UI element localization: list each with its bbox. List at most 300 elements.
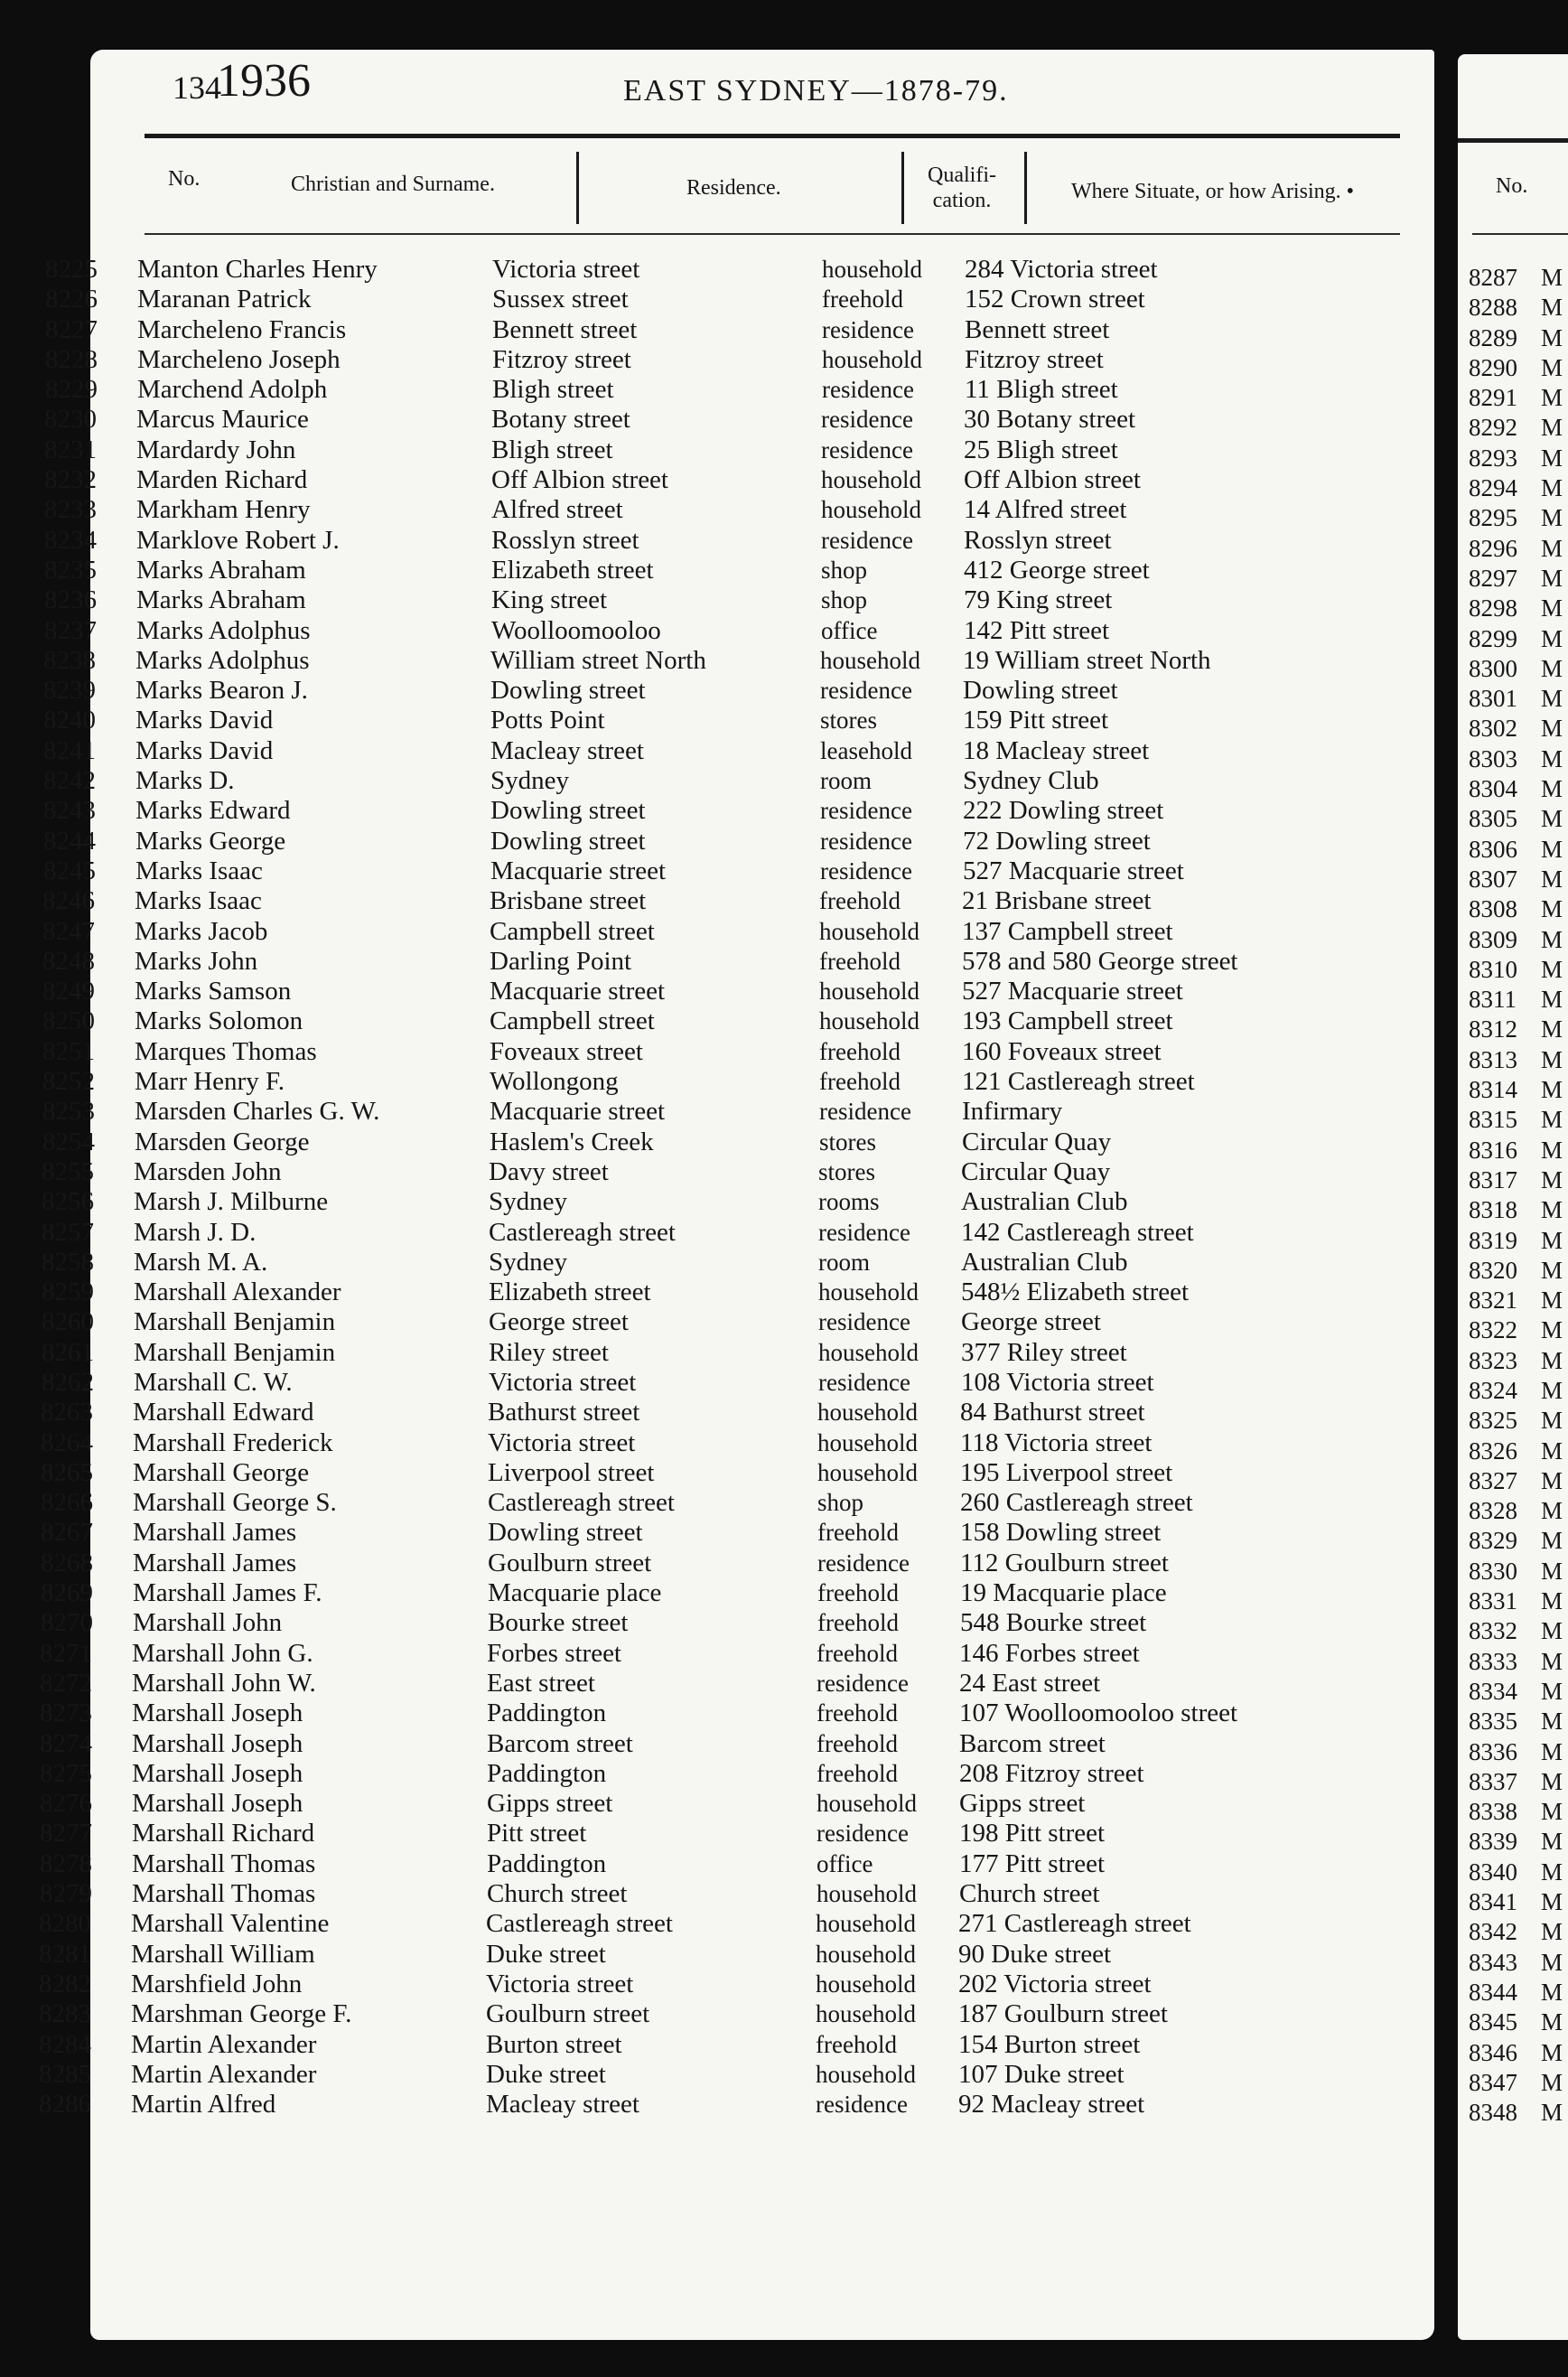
entry-where: 118 Victoria street	[960, 1427, 1153, 1457]
entry-name: Marks David	[135, 706, 274, 735]
page-number: 134	[173, 70, 221, 106]
adjacent-row	[1458, 413, 1563, 443]
entry-qualification: household	[819, 1007, 919, 1035]
entry-residence: Sydney	[489, 1247, 567, 1277]
entry-residence: Elizabeth street	[489, 1277, 651, 1307]
adjacent-entry-letters: M	[1541, 1436, 1563, 1465]
adjacent-row	[1458, 1436, 1563, 1466]
adjacent-entry-letters: M	[1541, 504, 1563, 532]
table-row	[0, 827, 1344, 856]
adjacent-entry-letters: M	[1541, 1587, 1563, 1615]
adjacent-entry-letters: M	[1541, 1677, 1563, 1705]
adjacent-entry-number: 8309	[1469, 925, 1517, 953]
adjacent-row	[1458, 1136, 1563, 1165]
entry-qualification: room	[818, 1248, 870, 1276]
entry-qualification: office	[821, 616, 878, 644]
entry-qualification: household	[821, 466, 921, 494]
entry-name: Marshall John	[133, 1608, 283, 1638]
adjacent-entry-number: 8297	[1469, 564, 1517, 592]
entry-name: Marshall Thomas	[132, 1879, 316, 1909]
entry-name: Markham Henry	[136, 495, 311, 525]
adjacent-row	[1458, 654, 1563, 684]
entry-where: Off Albion street	[964, 465, 1141, 495]
adjacent-row	[1458, 865, 1563, 894]
entry-where: Circular Quay	[962, 1127, 1112, 1156]
entry-residence: Goulburn street	[486, 1999, 650, 2029]
adjacent-entry-number: 8292	[1469, 414, 1517, 442]
adjacent-entry-letters: M	[1541, 1045, 1563, 1073]
entry-qualification: household	[818, 1278, 919, 1306]
entry-qualification: office	[817, 1849, 873, 1877]
entry-name: Marshall James F.	[133, 1578, 322, 1608]
adjacent-row	[1458, 1406, 1563, 1436]
entry-where: 112 Goulburn street	[960, 1548, 1169, 1577]
header-qualification: Qualifi-cation.	[928, 164, 996, 212]
entry-qualification: residence	[822, 315, 914, 343]
adjacent-entry-number: 8307	[1469, 865, 1517, 893]
adjacent-entries	[1458, 263, 1563, 2128]
entry-qualification: freehold	[817, 1519, 899, 1547]
entry-number: 8233	[44, 495, 97, 525]
entry-where: Church street	[959, 1879, 1100, 1909]
adjacent-row	[1458, 293, 1563, 323]
entry-where: 18 Macleay street	[963, 735, 1150, 765]
adjacent-row	[1458, 804, 1563, 834]
entry-where: 548½ Elizabeth street	[961, 1277, 1190, 1307]
adjacent-entry-letters: M	[1541, 2008, 1563, 2036]
entry-qualification: household	[817, 1399, 918, 1427]
entry-name: Marshall Valentine	[131, 1909, 330, 1939]
entry-number: 8263	[41, 1398, 93, 1427]
table-row	[0, 1729, 1344, 1759]
entry-number: 8235	[44, 555, 97, 585]
adjacent-entry-letters: M	[1541, 1196, 1563, 1224]
entry-number: 8244	[43, 826, 96, 856]
entry-residence: King street	[491, 585, 608, 615]
adjacent-entry-letters: M	[1541, 654, 1563, 682]
entry-number: 8286	[39, 2090, 91, 2120]
table-row	[0, 375, 1344, 405]
entry-residence: Dowling street	[488, 1518, 643, 1548]
entry-name: Marks Adolphus	[135, 645, 310, 675]
entry-number: 8253	[42, 1097, 95, 1127]
entry-qualification: shop	[821, 586, 868, 614]
entry-qualification: household	[817, 1458, 918, 1486]
entry-qualification: household	[819, 917, 919, 945]
entry-qualification: residence	[818, 1368, 910, 1396]
entry-where: 24 East street	[959, 1668, 1101, 1698]
entry-where: 72 Dowling street	[963, 826, 1151, 856]
entry-where: 25 Bligh street	[964, 435, 1118, 464]
adjacent-entry-letters: M	[1541, 1767, 1563, 1795]
entry-where: Sydney Club	[963, 766, 1099, 796]
adjacent-entry-number: 8324	[1469, 1376, 1517, 1404]
entry-residence: Riley street	[489, 1337, 609, 1367]
column-divider	[1024, 152, 1027, 224]
entry-number: 8259	[42, 1277, 94, 1307]
entry-qualification: residence	[819, 1098, 911, 1126]
adjacent-entry-number: 8327	[1469, 1466, 1517, 1494]
entry-qualification: residence	[820, 677, 912, 705]
entry-residence: Bourke street	[488, 1608, 629, 1638]
adjacent-entry-number: 8344	[1469, 1978, 1517, 2006]
adjacent-entry-letters: M	[1541, 1136, 1563, 1164]
entry-where: Infirmary	[962, 1097, 1063, 1127]
table-row	[0, 1488, 1344, 1518]
adjacent-entry-number: 8343	[1469, 1948, 1517, 1976]
entry-number: 8281	[39, 1939, 91, 1969]
entry-number: 8279	[40, 1879, 92, 1909]
entry-where: 154 Burton street	[958, 2029, 1141, 2059]
entry-residence: Bennett street	[492, 314, 638, 344]
entry-where: 208 Fitzroy street	[959, 1758, 1144, 1788]
adjacent-entry-letters: M	[1541, 414, 1563, 442]
page-title: EAST SYDNEY—1878-79.	[623, 74, 1009, 108]
adjacent-entry-number: 8348	[1469, 2099, 1517, 2127]
entry-name: Marshall Thomas	[132, 1848, 316, 1878]
entry-residence: Goulburn street	[488, 1548, 652, 1577]
adjacent-entry-letters: M	[1541, 1346, 1563, 1374]
entry-where: 578 and 580 George street	[962, 946, 1238, 976]
entry-number: 8273	[40, 1699, 92, 1728]
entry-residence: Duke street	[486, 2059, 606, 2089]
adjacent-row	[1458, 1586, 1563, 1616]
adjacent-entry-number: 8341	[1469, 1888, 1517, 1916]
adjacent-entry-letters: M	[1541, 1737, 1563, 1765]
entry-qualification: residence	[818, 1308, 910, 1336]
adjacent-row	[1458, 925, 1563, 955]
table-row	[0, 886, 1344, 916]
entry-residence: Off Albion street	[491, 465, 668, 495]
entry-where: 158 Dowling street	[960, 1518, 1162, 1548]
table-row	[0, 1669, 1344, 1699]
entry-residence: Barcom street	[487, 1728, 633, 1758]
adjacent-entry-letters: M	[1541, 2099, 1563, 2127]
entry-residence: Dowling street	[490, 676, 646, 706]
table-row	[0, 2030, 1344, 2060]
entry-name: Marshall Edward	[133, 1398, 314, 1427]
entry-name: Martin Alfred	[131, 2090, 276, 2120]
entry-where: 92 Macleay street	[958, 2090, 1145, 2120]
entry-name: Marsh J. D.	[134, 1217, 257, 1247]
adjacent-entry-letters: M	[1541, 1466, 1563, 1494]
entry-where: Gipps street	[959, 1789, 1086, 1819]
entry-where: 21 Brisbane street	[962, 886, 1152, 916]
entry-name: Marks Samson	[135, 977, 292, 1006]
entry-number: 8230	[44, 405, 97, 435]
entry-where: 527 Macquarie street	[963, 856, 1184, 885]
entry-qualification: shop	[817, 1489, 864, 1517]
entry-number: 8285	[39, 2059, 91, 2089]
table-row	[0, 1097, 1344, 1127]
entry-residence: George street	[489, 1307, 629, 1337]
entry-number: 8269	[41, 1578, 93, 1608]
entry-name: Marsden John	[134, 1156, 282, 1186]
adjacent-entry-letters: M	[1541, 264, 1563, 291]
table-row	[0, 1218, 1344, 1248]
entry-residence: Campbell street	[490, 1006, 655, 1036]
page-code: 1936	[217, 55, 311, 107]
adjacent-row	[1458, 534, 1563, 564]
entry-residence: Haslem's Creek	[490, 1127, 654, 1156]
entry-where: Bennett street	[965, 314, 1110, 344]
entry-residence: Alfred street	[491, 495, 623, 525]
adjacent-entry-letters: M	[1541, 775, 1563, 803]
table-row	[0, 1819, 1344, 1848]
adjacent-entry-number: 8296	[1469, 534, 1517, 562]
adjacent-row	[1458, 774, 1563, 804]
table-row	[0, 1307, 1344, 1337]
entry-number: 8247	[42, 916, 95, 946]
entry-residence: Darling Point	[490, 946, 632, 976]
entry-name: Marsh M. A.	[134, 1247, 268, 1277]
column-divider	[576, 152, 579, 224]
entry-name: Marshall James	[133, 1548, 297, 1577]
entry-where: 412 George street	[964, 555, 1150, 585]
entry-number: 8226	[45, 285, 98, 314]
entry-where: 137 Campbell street	[962, 916, 1173, 946]
entry-number: 8254	[42, 1127, 95, 1156]
entry-number: 8227	[45, 314, 98, 344]
entry-qualification: rooms	[818, 1188, 880, 1216]
entry-name: Marshall Joseph	[132, 1789, 303, 1819]
header-name: Christian and Surname.	[291, 173, 495, 196]
entry-name: Marshall James	[133, 1518, 297, 1548]
entry-name: Marks Bearon J.	[135, 676, 308, 706]
entry-number: 8267	[41, 1518, 93, 1548]
header-residence: Residence.	[686, 176, 781, 200]
adjacent-entry-letters: M	[1541, 744, 1563, 772]
adjacent-entry-number: 8333	[1469, 1647, 1517, 1675]
table-row	[0, 1338, 1344, 1368]
entry-residence: Bathurst street	[488, 1398, 640, 1427]
adjacent-entry-number: 8346	[1469, 2038, 1517, 2066]
adjacent-entry-number: 8331	[1469, 1587, 1517, 1615]
entry-residence: Church street	[487, 1879, 628, 1909]
entry-where: Barcom street	[959, 1728, 1106, 1758]
adjacent-row	[1458, 1195, 1563, 1225]
entry-number: 8258	[42, 1247, 94, 1277]
entry-residence: Macquarie street	[490, 1097, 666, 1127]
adjacent-entry-letters: M	[1541, 1858, 1563, 1886]
table-row	[0, 646, 1344, 676]
adjacent-row	[1458, 1557, 1563, 1586]
entry-residence: Dowling street	[490, 796, 646, 826]
adjacent-entry-letters: M	[1541, 1557, 1563, 1585]
adjacent-header-bottom-rule	[1472, 233, 1568, 235]
entry-residence: Paddington	[487, 1848, 607, 1878]
adjacent-entry-number: 8322	[1469, 1316, 1517, 1344]
entry-name: Marks Jacob	[135, 916, 268, 946]
entry-residence: Elizabeth street	[491, 555, 654, 585]
adjacent-entry-letters: M	[1541, 1497, 1563, 1525]
adjacent-entry-number: 8318	[1469, 1196, 1517, 1224]
entry-qualification: household	[822, 345, 922, 373]
adjacent-entry-number: 8334	[1469, 1677, 1517, 1705]
entry-name: Marcheleno Francis	[137, 314, 347, 344]
entry-residence: Macquarie street	[490, 856, 667, 885]
entry-residence: Pitt street	[487, 1819, 587, 1848]
entry-number: 8229	[45, 375, 98, 405]
adjacent-entry-letters: M	[1541, 1918, 1563, 1946]
adjacent-entry-number: 8328	[1469, 1497, 1517, 1525]
entry-residence: Bligh street	[492, 375, 614, 405]
entry-residence: Victoria street	[486, 1969, 634, 1998]
entry-where: 11 Bligh street	[965, 375, 1118, 405]
entry-residence: Forbes street	[487, 1638, 621, 1668]
entry-number: 8260	[42, 1307, 94, 1337]
entry-name: Marks D.	[135, 766, 235, 796]
adjacent-entry-number: 8313	[1469, 1045, 1517, 1073]
adjacent-row	[1458, 1827, 1563, 1857]
entry-where: 90 Duke street	[958, 1939, 1112, 1969]
entry-number: 8249	[42, 977, 95, 1006]
adjacent-entry-number: 8299	[1469, 624, 1517, 652]
entry-residence: Brisbane street	[490, 886, 647, 916]
table-row	[0, 556, 1344, 585]
entry-where: 193 Campbell street	[962, 1006, 1173, 1036]
adjacent-row	[1458, 473, 1563, 503]
adjacent-entry-number: 8290	[1469, 353, 1517, 381]
adjacent-entry-letters: M	[1541, 685, 1563, 713]
entry-where: 121 Castlereagh street	[962, 1067, 1195, 1097]
entry-name: Maranan Patrick	[137, 285, 312, 314]
table-row	[0, 1248, 1344, 1277]
adjacent-row	[1458, 1045, 1563, 1075]
entry-where: 159 Pitt street	[963, 706, 1109, 735]
adjacent-entry-letters: M	[1541, 1015, 1563, 1043]
entry-residence: Botany street	[491, 405, 630, 435]
entry-where: 195 Liverpool street	[960, 1457, 1173, 1487]
table-row	[0, 1909, 1344, 1939]
adjacent-entry-letters: M	[1541, 353, 1563, 381]
entry-residence: Woolloomooloo	[491, 615, 661, 645]
entry-name: Marques Thomas	[135, 1036, 317, 1066]
entry-where: 79 King street	[964, 585, 1113, 615]
table-row	[0, 1067, 1344, 1097]
adjacent-entry-letters: M	[1541, 2038, 1563, 2066]
entry-name: Marr Henry F.	[135, 1067, 285, 1097]
entry-name: Marshall Joseph	[132, 1758, 303, 1788]
entry-qualification: household	[817, 1880, 917, 1908]
table-row	[0, 495, 1344, 525]
entry-where: 108 Victoria street	[961, 1367, 1154, 1397]
entry-where: 187 Goulburn street	[958, 1999, 1168, 2029]
adjacent-entry-number: 8335	[1469, 1708, 1517, 1736]
entry-number: 8241	[43, 735, 96, 765]
entry-number: 8245	[43, 856, 96, 885]
adjacent-entry-letters: M	[1541, 955, 1563, 983]
table-row	[0, 1037, 1344, 1067]
table-row	[0, 255, 1344, 285]
table-row	[0, 676, 1344, 706]
entry-number: 8225	[45, 255, 98, 284]
entry-qualification: freehold	[817, 1759, 898, 1787]
entry-qualification: residence	[817, 1549, 910, 1577]
adjacent-header-no: No.	[1496, 174, 1528, 198]
entry-residence: Liverpool street	[488, 1457, 655, 1487]
table-row	[0, 1849, 1344, 1879]
entry-name: Marks Adolphus	[136, 615, 311, 645]
entry-residence: Campbell street	[490, 916, 655, 946]
entry-name: Marks Edward	[135, 796, 291, 826]
adjacent-entry-number: 8339	[1469, 1828, 1517, 1856]
entry-where: 19 Macquarie place	[960, 1578, 1167, 1608]
adjacent-row	[1458, 894, 1563, 924]
adjacent-entry-letters: M	[1541, 986, 1563, 1014]
adjacent-entry-number: 8308	[1469, 895, 1517, 923]
entry-name: Marshall Richard	[132, 1819, 315, 1848]
adjacent-entry-number: 8293	[1469, 444, 1517, 472]
adjacent-entry-number: 8301	[1469, 685, 1517, 713]
entry-where: 548 Bourke street	[960, 1608, 1147, 1638]
adjacent-row	[1458, 444, 1563, 473]
entry-number: 8257	[42, 1217, 94, 1247]
entry-name: Marshall John G.	[132, 1638, 313, 1668]
entry-residence: Dowling street	[490, 826, 646, 856]
entries-table	[0, 255, 1344, 2120]
entry-number: 8250	[42, 1006, 95, 1036]
entry-number: 8237	[44, 615, 97, 645]
adjacent-row	[1458, 2007, 1563, 2037]
adjacent-entry-letters: M	[1541, 1256, 1563, 1284]
entry-qualification: residence	[816, 2091, 908, 2119]
adjacent-row	[1458, 323, 1563, 353]
adjacent-entry-number: 8316	[1469, 1136, 1517, 1164]
table-row	[0, 1639, 1344, 1669]
entry-where: 271 Castlereagh street	[958, 1909, 1191, 1939]
entry-residence: Foveaux street	[490, 1036, 643, 1066]
entry-name: Marks Isaac	[135, 886, 262, 916]
table-row	[0, 917, 1344, 947]
table-row	[0, 856, 1344, 886]
entry-name: Marshall Frederick	[133, 1427, 333, 1457]
adjacent-entry-letters: M	[1541, 1888, 1563, 1916]
adjacent-row	[1458, 624, 1563, 654]
table-row	[0, 1940, 1344, 1970]
entry-number: 8252	[42, 1067, 95, 1097]
adjacent-entry-letters: M	[1541, 564, 1563, 592]
entry-name: Marks Abraham	[136, 555, 306, 585]
entry-name: Marshall Benjamin	[134, 1307, 336, 1337]
entry-qualification: household	[822, 256, 922, 283]
adjacent-entry-letters: M	[1541, 474, 1563, 502]
adjacent-row	[1458, 2038, 1563, 2068]
adjacent-row	[1458, 1315, 1563, 1345]
entry-where: 146 Forbes street	[959, 1638, 1140, 1668]
entry-qualification: shop	[821, 556, 868, 584]
entry-number: 8266	[41, 1488, 93, 1518]
entry-number: 8268	[41, 1548, 93, 1577]
entry-name: Marks Abraham	[136, 585, 306, 615]
table-row	[0, 616, 1344, 646]
entry-number: 8234	[44, 525, 97, 555]
adjacent-row	[1458, 1256, 1563, 1286]
table-row	[0, 947, 1344, 977]
adjacent-entry-letters: M	[1541, 1076, 1563, 1104]
entry-qualification: residence	[820, 827, 912, 855]
adjacent-entry-letters: M	[1541, 835, 1563, 863]
adjacent-entry-letters: M	[1541, 624, 1563, 652]
entry-residence: Duke street	[486, 1939, 606, 1969]
entry-number: 8240	[43, 706, 96, 735]
entry-name: Marks Isaac	[135, 856, 263, 885]
adjacent-entry-letters: M	[1541, 1708, 1563, 1736]
entry-qualification: residence	[821, 406, 913, 434]
entry-residence: Castlereagh street	[489, 1217, 676, 1247]
entry-residence: Macquarie street	[490, 977, 666, 1006]
entry-residence: Sydney	[489, 1187, 567, 1217]
